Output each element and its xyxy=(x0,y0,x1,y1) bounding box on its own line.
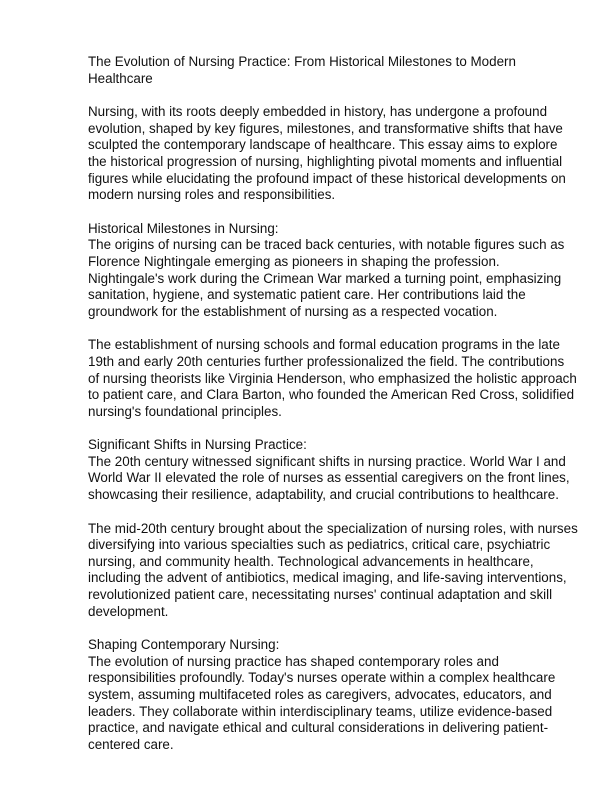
section-heading: Historical Milestones in Nursing: xyxy=(88,220,279,236)
section-paragraph: The 20th century witnessed significant shifts in nursing practice. World War I and World War II elevated the role of nurses as essential caregivers on the front lines, showcasing their resilience, adaptability, and crucial contributions to healthcare. xyxy=(88,453,570,503)
section-paragraph: The mid-20th century brought about the specialization of nursing roles, with nurses diversifying into various specialties such as pediatrics, critical care, psychiatric nursing, and community health. Technological advancements in healthcare, including the advent of antibiotics, medical imaging, and life-saving interventions, revolutionized patient care, necessitating nurses' continual adaptation and skill development. xyxy=(88,520,578,619)
document-page xyxy=(88,54,578,770)
document-title: The Evolution of Nursing Practice: From Historical Milestones to Modern Healthcare xyxy=(88,54,516,86)
section-shaping-contemporary xyxy=(88,637,578,753)
section-heading: Shaping Contemporary Nursing: xyxy=(88,637,280,653)
section-paragraph: The evolution of nursing practice has shaped contemporary roles and responsibilities profoundly. Today's nurses operate within a complex healthcare system, assuming multifaceted roles as caregivers, advocates, educators, and leaders. They collaborate within interdisciplinary teams, utilize evidence-based practice, and navigate ethical and cultural considerations in delivering patient-centered care. xyxy=(88,653,556,752)
section-significant-shifts xyxy=(88,437,578,620)
section-historical-milestones xyxy=(88,221,578,421)
intro-paragraph: Nursing, with its roots deeply embedded in history, has undergone a profound evolution, shaped by key figures, milestones, and transformative shifts that have sculpted the contemporary landscape of healthcare. This essay aims to explore the historical progression of nursing, highlighting pivotal moments and influential figures while elucidating the profound impact of these historical developments on modern nursing roles and responsibilities. xyxy=(88,104,566,203)
section-heading: Significant Shifts in Nursing Practice: xyxy=(88,437,307,453)
section-paragraph: The establishment of nursing schools and formal education programs in the late 19th and early 20th centuries further professionalized the field. The contributions of nursing theorists like Virginia Henderson, who emphasized the holistic approach to patient care, and Clara Barton, who founded the American Red Cross, solidified nursing's foundational principles. xyxy=(88,337,577,419)
section-paragraph: The origins of nursing can be traced back centuries, with notable figures such as Florence Nightingale emerging as pioneers in shaping the profession. Nightingale's work during the Crimean War marked a turning point, emphasizing sanitation, hygiene, and systematic patient care. Her contributions laid the groundwork for the establishment of nursing as a respected vocation. xyxy=(88,237,565,319)
